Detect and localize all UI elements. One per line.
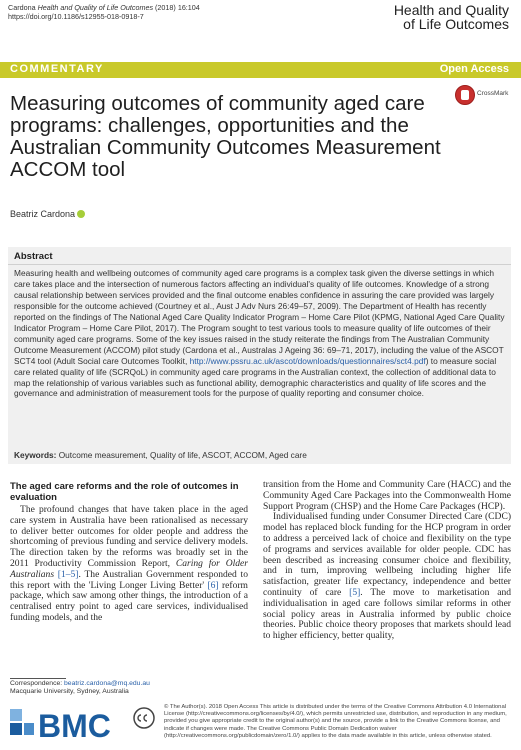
keywords bbox=[14, 450, 506, 460]
citation-journal: Health and Quality of Life Outcomes bbox=[37, 3, 154, 12]
body-column-right bbox=[263, 480, 511, 642]
crossmark-badge[interactable] bbox=[455, 85, 511, 105]
bmc-logo-square bbox=[10, 723, 22, 735]
email-link[interactable]: beatriz.cardona@mq.edu.au bbox=[64, 680, 150, 687]
body-paragraph: transition from the Home and Community Care (HACC) and the Community Aged Care Packages into the Commonwealth Home Support Program (CHSP) and the Home Care Packages (HCP). bbox=[263, 479, 511, 512]
abstract-text: Measuring health and wellbeing outcomes of community aged care programs is a complex task given the diverse settings in which care takes place and the intersection of numerous factors affecting an individual's quality of life outcomes. Knowledge of a strong causal relationship between services provided and the final outcome enables confidence in assuring the care provided was largely responsible for the outcome achieved (Courtney et al., Aust J Adv Nurs 26:49–57, 2009). The Department of Health has recently reported on the findings of The National Aged Care Quality Indicator Program – Home Care Pilot (KPMG, National Aged Care Quality Indicator Program – Home Care Pilot, 2017). The Program sought to test various tools to measure quality of life outcomes of their community aged care programs. Some of the key issues raised in the study reiterate the findings from The Australian Community Outcome Measurement (ACCOM) pilot study (Cardona et al., Australas J Ageing 36: 69–71, 2017), including the value of the ASCOT SCT4 tool (Adult Social care Outcomes Toolkit, http://www.pssru.ac.uk/ascot/downloads/questionnaires/sct4.pdf) to measure social care related quality of life (SCRQoL) in community aged care programs in the Australian context, the collection of additional data to map the relationship of various variables such as functional ability, demographic characteristics and quality of life scores and the governance and administration of measurement tools for the purpose of quality reporting and consumer choice. bbox=[14, 268, 505, 399]
creative-commons-icon bbox=[132, 706, 162, 730]
article-type-banner bbox=[0, 62, 521, 78]
orcid-icon[interactable] bbox=[77, 210, 85, 218]
citation-ref[interactable]: [6] bbox=[207, 579, 219, 591]
open-access-label: Open Access bbox=[439, 63, 509, 75]
doi-link[interactable]: https://doi.org/10.1186/s12955-018-0918-7 bbox=[8, 12, 144, 21]
ascot-link[interactable]: http://www.pssru.ac.uk/ascot/downloads/questionnaires/sct4.pdf bbox=[189, 355, 426, 366]
keywords-list: Outcome measurement, Quality of life, ASCOT, ACCOM, Aged care bbox=[56, 450, 307, 460]
author-line bbox=[10, 209, 85, 219]
body-column-left bbox=[10, 505, 248, 624]
body-paragraph: The profound changes that have taken place in the aged care system in Australia have been rationalised as necessary to deliver better outcomes for older people and address the shortcoming of previous funding and service delivery models. The direction taken by the reforms was broadly set in the 2011 Productivity Commission Report, Caring for Older Australians [1–5]. The Australian Government responded to this report with the 'Living Longer Living Better' [6] reform package, which saw among other things, the introduction of a centralised entry point to aged care services, individualised funding models, and the bbox=[10, 504, 248, 623]
citation-ref[interactable]: [1–5] bbox=[57, 568, 79, 580]
article-title: Measuring outcomes of community aged care programs: challenges, opportunities and the Australian Community Outcomes Measurement ACCOM tool bbox=[10, 92, 441, 181]
bmc-logo bbox=[10, 705, 138, 743]
body-paragraph: Individualised funding under Consumer Directed Care (CDC) model has replaced block funding for the HCP program in order to address a perceived lack of choice and flexibility on the type of programs and services available for older people. CDC has been described as increasing consumer choice and flexibility, and in turn, improving wellbeing including higher life satisfaction, greater life expectancy, independence and better continuity of care [5]. The move to marketisation and individualisation in aged care follows similar reforms in other social policy areas in Australia informed by public choice theories. Public choice theory proposes that markets should lead to higher efficiency, better quality, bbox=[263, 511, 512, 642]
affiliation: Macquarie University, Sydney, Australia bbox=[10, 688, 129, 696]
license-text: © The Author(s). 2018 Open Access This article is distributed under the terms of the Creative Commons Attribution 4.0 International License (http://creativecommons.org/licenses/by/4.0/), which permits unrestricted use, distribution, and reproduction in any medium, provided you give appropriate credit to the original author(s) and the source, provide a link to the Creative Commons license, and indicate if changes were made. The Creative Commons Public Domain Dedication waiver (http://creativecommons.org/publicdomain/zero/1.0/) applies to the data made available in this article, unless otherwise stated. bbox=[164, 704, 507, 739]
keywords-label: Keywords: bbox=[14, 450, 57, 460]
crossmark-icon bbox=[455, 85, 475, 105]
bmc-logo-square bbox=[24, 723, 34, 735]
abstract-divider bbox=[8, 264, 511, 265]
citation-author: Cardona bbox=[8, 3, 38, 12]
article-type-label: COMMENTARY bbox=[10, 63, 104, 75]
citation-volume: (2018) 16:104 bbox=[153, 3, 200, 12]
section-heading: The aged care reforms and the role of outcomes in evaluation bbox=[10, 481, 239, 503]
citation-header bbox=[8, 3, 200, 21]
correspondence: Correspondence: beatriz.cardona@mq.edu.au Macquarie University, Sydney, Australia bbox=[10, 680, 150, 696]
journal-name: Health and Quality of Life Outcomes bbox=[393, 2, 509, 32]
bmc-logo-text: BMC bbox=[38, 708, 111, 743]
footnote-divider bbox=[10, 678, 66, 679]
citation-ref[interactable]: [5] bbox=[349, 586, 361, 598]
bmc-logo-square bbox=[10, 709, 22, 721]
abstract-heading: Abstract bbox=[14, 251, 53, 262]
crossmark-label: CrossMark bbox=[477, 90, 509, 97]
author-name: Beatriz Cardona bbox=[10, 209, 76, 219]
